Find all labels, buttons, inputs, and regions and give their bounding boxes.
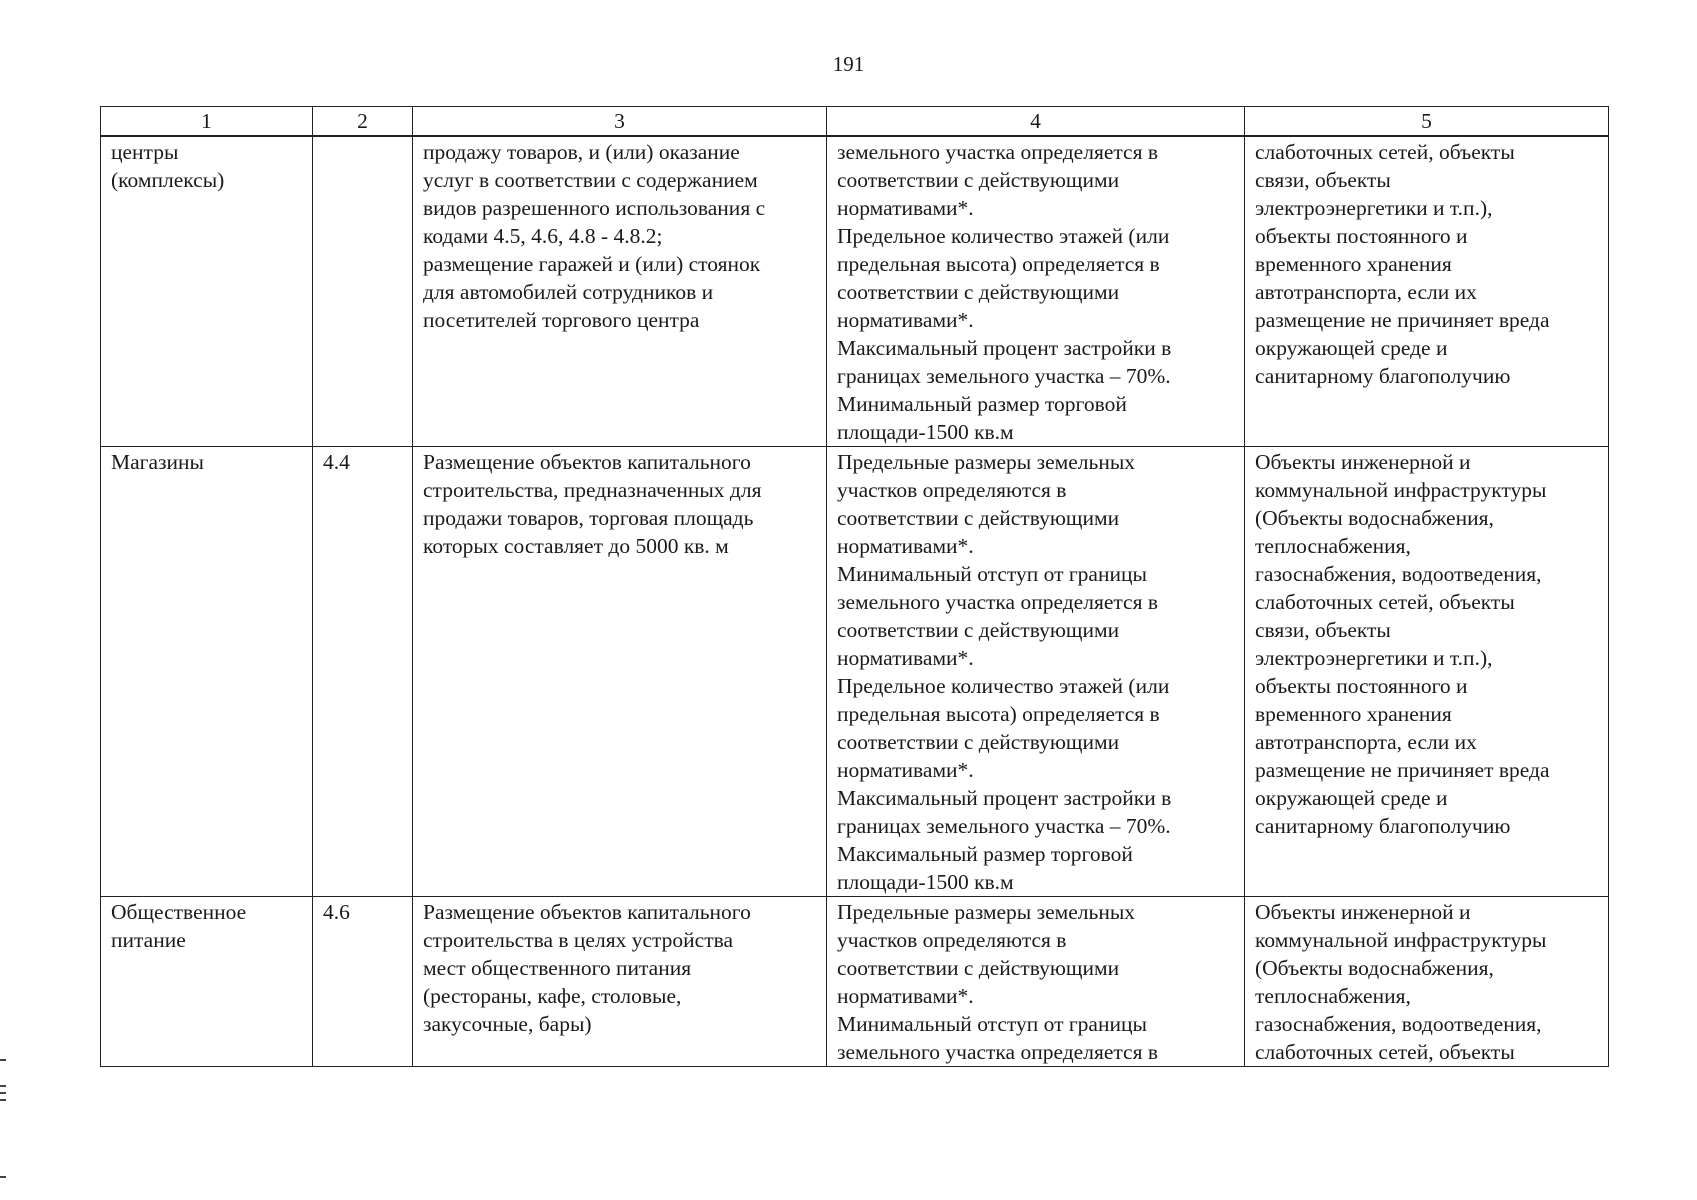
- cell-text-line: электроэнергетики и т.п.),: [1255, 196, 1493, 220]
- cell-text-line: для автомобилей сотрудников и: [423, 280, 714, 304]
- cell-text-line: земельного участка определяется в: [837, 590, 1158, 614]
- cell-text-line: 4.4: [323, 450, 350, 474]
- cell-text-line: земельного участка определяется в: [837, 1040, 1158, 1064]
- cell-text-line: площади-1500 кв.м: [837, 870, 1014, 894]
- cell-text-line: нормативами*.: [837, 758, 974, 782]
- cell-text-line: коммунальной инфраструктуры: [1255, 478, 1547, 502]
- cell-text-line: продажу товаров, и (или) оказание: [423, 140, 740, 164]
- use-name-cell: [101, 136, 313, 447]
- cell-text-line: продажи товаров, торговая площадь: [423, 506, 754, 530]
- cell-text-line: Размещение объектов капитального: [423, 900, 751, 924]
- use-code-cell: [313, 897, 413, 1067]
- use-name-cell: [101, 897, 313, 1067]
- auxiliary-uses-cell: [1245, 447, 1609, 897]
- column-header-4: 4: [827, 107, 1245, 137]
- parameters-cell: [827, 897, 1245, 1067]
- parameters-cell: [827, 136, 1245, 447]
- cell-text-line: видов разрешенного использования с: [423, 196, 766, 220]
- cell-text-line: теплоснабжения,: [1255, 984, 1411, 1008]
- cell-text-line: нормативами*.: [837, 646, 974, 670]
- cell-text-line: Предельное количество этажей (или: [837, 224, 1170, 248]
- cell-text-line: соответствии с действующими: [837, 618, 1120, 642]
- cell-text-line: слаботочных сетей, объекты: [1255, 140, 1515, 164]
- cell-text-line: связи, объекты: [1255, 168, 1391, 192]
- cell-text-line: Объекты инженерной и: [1255, 900, 1471, 924]
- cell-text-line: (рестораны, кафе, столовые,: [423, 984, 682, 1008]
- cell-text-line: санитарному благополучию: [1255, 364, 1511, 388]
- cell-text-line: связи, объекты: [1255, 618, 1391, 642]
- cell-text-line: предельная высота) определяется в: [837, 702, 1160, 726]
- cell-text-line: коммунальной инфраструктуры: [1255, 928, 1547, 952]
- cell-text-line: Максимальный процент застройки в: [837, 786, 1172, 810]
- cell-text-line: соответствии с действующими: [837, 280, 1120, 304]
- cell-text-line: (комплексы): [111, 168, 225, 192]
- cell-text-line: размещение не причиняет вреда: [1255, 758, 1550, 782]
- page-number: 191: [832, 52, 865, 76]
- cell-text-line: границах земельного участка – 70%.: [837, 364, 1171, 388]
- cell-text-line: нормативами*.: [837, 984, 974, 1008]
- cell-text-line: временного хранения: [1255, 702, 1452, 726]
- cell-text-line: окружающей среде и: [1255, 786, 1448, 810]
- cell-text-line: слаботочных сетей, объекты: [1255, 590, 1515, 614]
- zoning-table: [100, 106, 1609, 1067]
- cell-text-line: участков определяются в: [837, 928, 1067, 952]
- cell-text-line: газоснабжения, водоотведения,: [1255, 562, 1542, 586]
- table-row: [101, 136, 1609, 447]
- cell-text-line: центры: [111, 140, 179, 164]
- cell-text-line: газоснабжения, водоотведения,: [1255, 1012, 1542, 1036]
- scan-artifact-mark: [0, 1059, 6, 1061]
- cell-text-line: окружающей среде и: [1255, 336, 1448, 360]
- use-description-cell: [413, 897, 827, 1067]
- scan-artifact-mark: [0, 1092, 6, 1094]
- cell-text-line: санитарному благополучию: [1255, 814, 1511, 838]
- scan-artifact-mark: [0, 1099, 6, 1101]
- column-header-1: 1: [101, 107, 313, 137]
- cell-text-line: автотранспорта, если их: [1255, 280, 1477, 304]
- cell-text-line: которых составляет до 5000 кв. м: [423, 534, 729, 558]
- cell-text-line: нормативами*.: [837, 196, 974, 220]
- cell-text-line: Минимальный отступ от границы: [837, 1012, 1147, 1036]
- cell-text-line: Магазины: [111, 450, 204, 474]
- cell-text-line: объекты постоянного и: [1255, 224, 1468, 248]
- cell-text-line: слаботочных сетей, объекты: [1255, 1040, 1515, 1064]
- table-row: [101, 897, 1609, 1067]
- auxiliary-uses-cell: [1245, 136, 1609, 447]
- cell-text-line: предельная высота) определяется в: [837, 252, 1160, 276]
- scan-artifact-mark: [0, 1176, 6, 1178]
- cell-text-line: Размещение объектов капитального: [423, 450, 751, 474]
- cell-text-line: размещение не причиняет вреда: [1255, 308, 1550, 332]
- cell-text-line: строительства в целях устройства: [423, 928, 734, 952]
- use-name-cell: [101, 447, 313, 897]
- parameters-cell: [827, 447, 1245, 897]
- cell-text-line: (Объекты водоснабжения,: [1255, 506, 1494, 530]
- cell-text-line: площади-1500 кв.м: [837, 420, 1014, 444]
- cell-text-line: строительства, предназначенных для: [423, 478, 762, 502]
- use-description-cell: [413, 136, 827, 447]
- cell-text-line: (Объекты водоснабжения,: [1255, 956, 1494, 980]
- cell-text-line: Минимальный отступ от границы: [837, 562, 1147, 586]
- cell-text-line: мест общественного питания: [423, 956, 692, 980]
- cell-text-line: нормативами*.: [837, 534, 974, 558]
- cell-text-line: Максимальный процент застройки в: [837, 336, 1172, 360]
- cell-text-line: участков определяются в: [837, 478, 1067, 502]
- cell-text-line: Максимальный размер торговой: [837, 842, 1133, 866]
- cell-text-line: соответствии с действующими: [837, 168, 1120, 192]
- cell-text-line: питание: [111, 928, 186, 952]
- cell-text-line: Объекты инженерной и: [1255, 450, 1471, 474]
- cell-text-line: услуг в соответствии с содержанием: [423, 168, 758, 192]
- cell-text-line: соответствии с действующими: [837, 956, 1120, 980]
- column-header-3: 3: [413, 107, 827, 137]
- scan-artifact-mark: [0, 1085, 6, 1087]
- cell-text-line: 4.6: [323, 900, 350, 924]
- cell-text-line: посетителей торгового центра: [423, 308, 700, 332]
- column-header-5: 5: [1245, 107, 1609, 137]
- cell-text-line: Общественное: [111, 900, 247, 924]
- use-code-cell: [313, 136, 413, 447]
- column-header-2: 2: [313, 107, 413, 137]
- table-body: [101, 136, 1609, 1067]
- use-code-cell: [313, 447, 413, 897]
- cell-text-line: Предельное количество этажей (или: [837, 674, 1170, 698]
- cell-text-line: земельного участка определяется в: [837, 140, 1158, 164]
- cell-text-line: соответствии с действующими: [837, 506, 1120, 530]
- cell-text-line: закусочные, бары): [423, 1012, 592, 1036]
- cell-text-line: кодами 4.5, 4.6, 4.8 - 4.8.2;: [423, 224, 663, 248]
- cell-text-line: соответствии с действующими: [837, 730, 1120, 754]
- column-number-header-row: [101, 107, 1609, 137]
- cell-text-line: временного хранения: [1255, 252, 1452, 276]
- cell-text-line: электроэнергетики и т.п.),: [1255, 646, 1493, 670]
- table-row: [101, 447, 1609, 897]
- cell-text-line: размещение гаражей и (или) стоянок: [423, 252, 761, 276]
- cell-text-line: нормативами*.: [837, 308, 974, 332]
- cell-text-line: объекты постоянного и: [1255, 674, 1468, 698]
- cell-text-line: границах земельного участка – 70%.: [837, 814, 1171, 838]
- cell-text-line: Предельные размеры земельных: [837, 450, 1136, 474]
- cell-text-line: теплоснабжения,: [1255, 534, 1411, 558]
- cell-text-line: автотранспорта, если их: [1255, 730, 1477, 754]
- cell-text-line: Предельные размеры земельных: [837, 900, 1136, 924]
- use-description-cell: [413, 447, 827, 897]
- auxiliary-uses-cell: [1245, 897, 1609, 1067]
- cell-text-line: Минимальный размер торговой: [837, 392, 1127, 416]
